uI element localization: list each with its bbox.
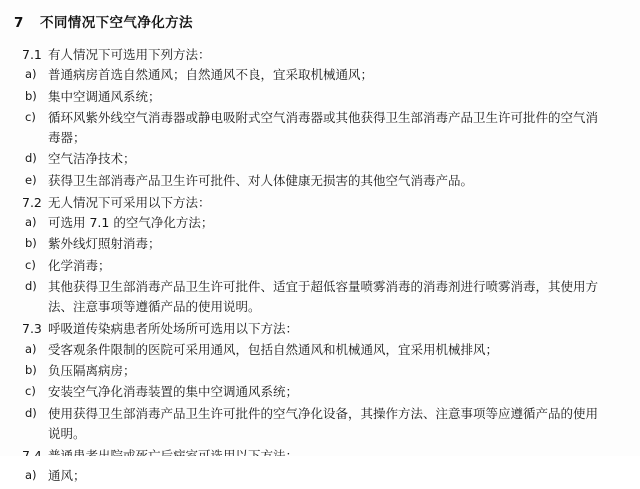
list-item-label: d)	[25, 405, 37, 420]
list-item-text: 负压隔离病房；	[48, 363, 136, 379]
section-7-1	[14, 45, 626, 191]
list-item-text: 集中空调通风系统；	[48, 88, 161, 104]
list-item	[14, 87, 626, 107]
page-bottom-edge	[0, 456, 640, 466]
list-item-label: c)	[25, 257, 36, 272]
list-item-label: c)	[25, 384, 36, 399]
list-item-text: 使用获得卫生部消毒产品卫生许可批件的空气净化设备，其操作方法、注意事项等应遵循产品的使用说明。	[48, 405, 599, 441]
section-number: 7.1	[22, 46, 42, 62]
list-item	[14, 277, 626, 318]
list-item	[14, 466, 626, 486]
list-item	[14, 213, 626, 233]
section-title: 无人情况下可采用以下方法：	[48, 194, 211, 210]
list-item-text: 受客观条件限制的医院可采用通风，包括自然通风和机械通风，宜采用机械排风；	[48, 341, 499, 357]
list-item	[14, 149, 626, 169]
section-7-4	[14, 446, 626, 487]
list-item-label: d)	[25, 151, 37, 166]
section-number: 7.3	[22, 321, 42, 337]
list-item-text: 其他获得卫生部消毒产品卫生许可批件、适宜于超低容量喷雾消毒的消毒剂进行喷雾消毒，其使用方法、注意事项等遵循产品的使用说明。	[48, 278, 599, 315]
chapter-heading	[14, 14, 626, 33]
list-item-label: b)	[25, 363, 37, 378]
list-item-label: a)	[25, 67, 37, 82]
list-item-text: 空气洁净技术；	[48, 151, 136, 167]
section-number: 7.2	[22, 194, 42, 210]
section-7-3	[14, 319, 626, 444]
list-item-text: 通风；	[48, 468, 86, 484]
section-heading	[14, 319, 626, 338]
list-item-text: 化学消毒；	[48, 257, 111, 273]
list-item	[14, 404, 626, 445]
section-item-list	[14, 65, 626, 191]
list-item-label: a)	[25, 215, 37, 230]
chapter-number: 7	[14, 15, 24, 31]
list-item-label: e)	[25, 172, 37, 187]
section-item-list	[14, 466, 626, 486]
list-item	[14, 361, 626, 381]
list-item-label: c)	[25, 109, 36, 124]
section-heading	[14, 193, 626, 212]
list-item-label: a)	[25, 468, 37, 483]
section-heading	[14, 45, 626, 64]
list-item-text: 获得卫生部消毒产品卫生许可批件、对人体健康无损害的其他空气消毒产品。	[48, 172, 474, 188]
list-item	[14, 256, 626, 276]
chapter-title: 不同情况下空气净化方法	[40, 15, 193, 31]
list-item	[14, 65, 626, 85]
section-item-list	[14, 340, 626, 444]
list-item-label: d)	[25, 278, 37, 293]
list-item-text: 循环风紫外线空气消毒器或静电吸附式空气消毒器或其他获得卫生部消毒产品卫生许可批件的空气消毒器；	[48, 109, 599, 146]
list-item-text: 普通病房首选自然通风；自然通风不良，宜采取机械通风；	[48, 67, 374, 83]
list-item-text: 安装空气净化消毒装置的集中空调通风系统；	[48, 384, 299, 400]
list-item-text: 可选用 7.1 的空气净化方法；	[48, 215, 214, 231]
list-item-label: b)	[25, 236, 37, 251]
section-title: 呼吸道传染病患者所处场所可选用以下方法：	[48, 321, 299, 337]
list-item	[14, 171, 626, 191]
list-item-text: 紫外线灯照射消毒；	[48, 236, 161, 252]
list-item	[14, 108, 626, 149]
section-title: 有人情况下可选用下列方法：	[48, 46, 211, 62]
section-7-2	[14, 193, 626, 318]
list-item	[14, 382, 626, 402]
list-item-label: a)	[25, 341, 37, 356]
list-item	[14, 340, 626, 360]
section-item-list	[14, 213, 626, 317]
list-item	[14, 234, 626, 254]
list-item-label: b)	[25, 88, 37, 103]
